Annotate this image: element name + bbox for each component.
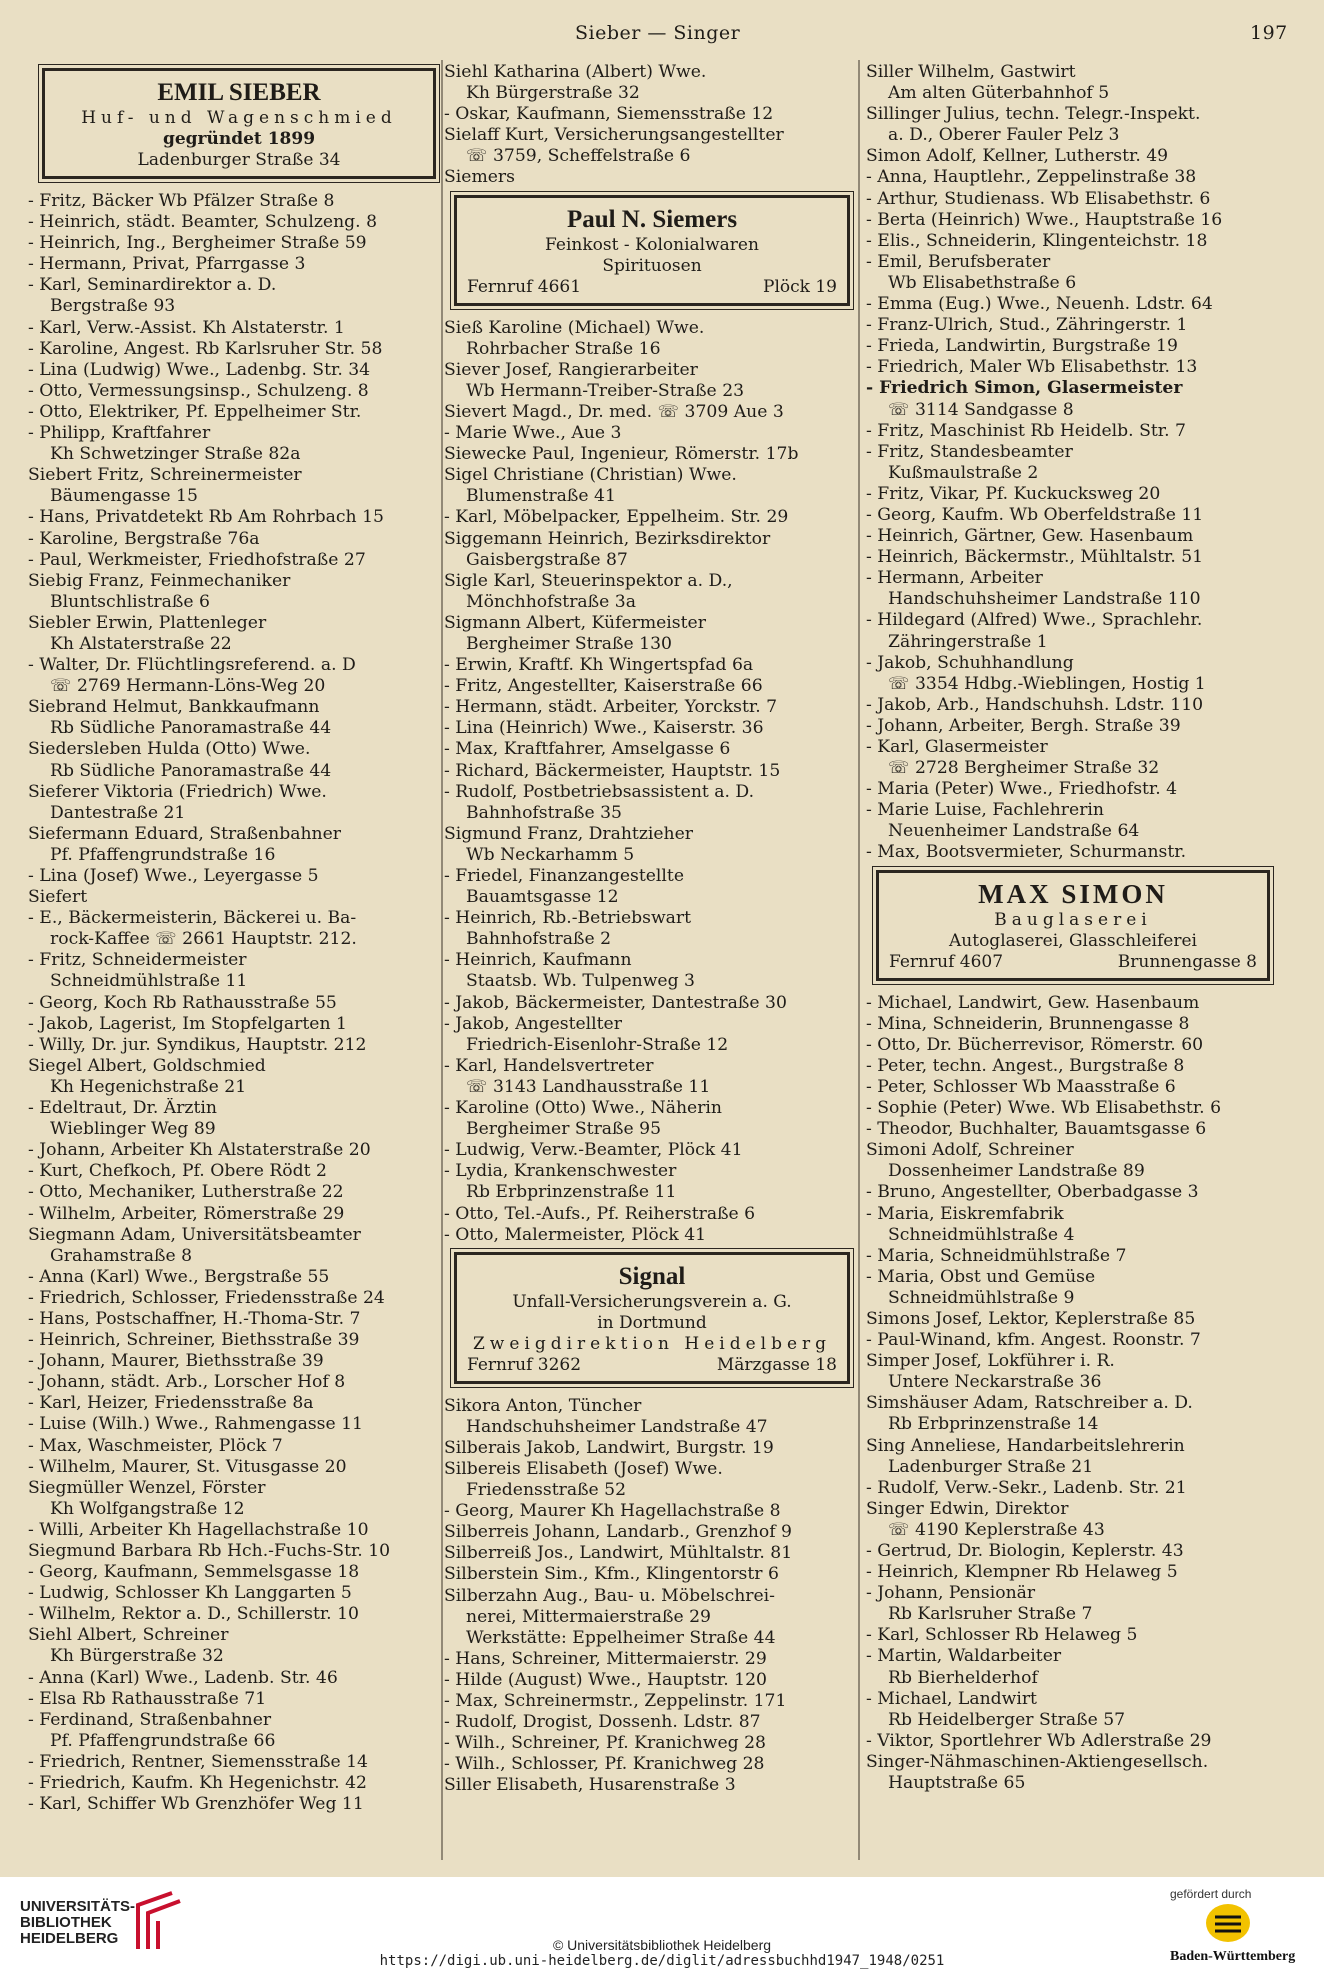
directory-entry: Silberzahn Aug., Bau- u. Möbelschrei- [444, 1585, 775, 1606]
directory-entry: - Elsa Rb Rathausstraße 71 [28, 1688, 267, 1709]
entry-list [444, 318, 854, 1246]
column-1 [28, 62, 440, 1815]
directory-entry: Simshäuser Adam, Ratschreiber a. D. [866, 1393, 1193, 1414]
directory-entry: Bäumengasse 15 [50, 486, 198, 507]
directory-entry: Rohrbacher Straße 16 [466, 338, 661, 359]
directory-entry: - Walter, Dr. Flüchtlingsreferend. a. D [28, 655, 356, 676]
directory-entry: Rb Erbprinzenstraße 14 [888, 1414, 1099, 1435]
directory-entry: Sieferer Viktoria (Friedrich) Wwe. [28, 781, 327, 802]
directory-entry: nerei, Mittermaierstraße 29 [466, 1606, 711, 1627]
directory-entry: Bergheimer Straße 130 [466, 633, 672, 654]
directory-entry: Siller Wilhelm, Gastwirt [866, 62, 1076, 82]
directory-entry: Rb Südliche Panoramastraße 44 [50, 718, 332, 739]
directory-entry: - Heinrich, städt. Beamter, Schulzeng. 8 [28, 212, 378, 233]
advert-trade: Huf- und Wagenschmied [81, 108, 397, 128]
directory-entry: Bauamtsgasse 12 [466, 887, 619, 908]
directory-entry: Friedrich-Eisenlohr-Straße 12 [466, 1034, 729, 1055]
directory-entry: Handschuhsheimer Landstraße 110 [888, 589, 1201, 610]
advert-address: Plöck 19 [763, 276, 837, 297]
directory-entry: Kh Schwetzinger Straße 82a [50, 444, 301, 465]
advert-line: Unfall-Versicherungsverein a. G. [512, 1291, 792, 1312]
advert-address: Ladenburger Straße 34 [137, 150, 341, 170]
directory-entry: - Philipp, Kraftfahrer [28, 423, 211, 444]
directory-entry: Siller Elisabeth, Husarenstraße 3 [444, 1775, 736, 1796]
running-header: Sieber — Singer [575, 22, 741, 44]
directory-entry: Simon Adolf, Kellner, Lutherstr. 49 [866, 146, 1169, 167]
directory-entry: - Karoline (Otto) Wwe., Näherin [444, 1098, 722, 1119]
directory-entry: - Jakob, Bäckermeister, Dantestraße 30 [444, 992, 787, 1013]
directory-entry: Silberstein Sim., Kfm., Klingentorstr 6 [444, 1564, 779, 1585]
advert-line: Zweigdirektion Heidelberg [472, 1333, 832, 1354]
directory-entry: - E., Bäckermeisterin, Bäckerei u. Ba- [28, 908, 357, 929]
directory-entry: - Heinrich, Bäckermstr., Mühltalstr. 51 [866, 547, 1204, 568]
directory-entry: - Jakob, Angestellter [444, 1013, 622, 1034]
directory-entry: Schneidmühlstraße 11 [50, 971, 248, 992]
directory-entry: - Hermann, städt. Arbeiter, Yorckstr. 7 [444, 697, 778, 718]
library-name-line: HEIDELBERG [20, 1930, 119, 1947]
directory-entry: - Karl, Heizer, Friedensstraße 8a [28, 1393, 314, 1414]
copyright-notice: © Universitätsbibliothek Heidelberg [552, 1937, 772, 1953]
directory-entry: Am alten Güterbahnhof 5 [888, 83, 1110, 104]
directory-entry: - Heinrich, Gärtner, Gew. Hasenbaum [866, 526, 1194, 547]
directory-entry: ☏ 3354 Hdbg.-Wieblingen, Hostig 1 [888, 673, 1206, 694]
directory-entry: - Ferdinand, Straßenbahner [28, 1709, 272, 1730]
directory-entry: Bahnhofstraße 35 [466, 802, 622, 823]
directory-entry: - Willi, Arbeiter Kh Hagellachstraße 10 [28, 1519, 369, 1540]
directory-entry: ☏ 2728 Bergheimer Straße 32 [888, 758, 1160, 779]
directory-entry: - Edeltraut, Dr. Ärztin [28, 1098, 217, 1119]
directory-entry: Silberais Jakob, Landwirt, Burgstr. 19 [444, 1437, 774, 1458]
directory-entry: Siegmund Barbara Rb Hch.-Fuchs-Str. 10 [28, 1541, 391, 1561]
directory-entry: - Paul-Winand, kfm. Angest. Roonstr. 7 [866, 1330, 1201, 1351]
directory-entry: Siewecke Paul, Ingenieur, Römerstr. 17b [444, 444, 799, 465]
directory-entry: - Wilhelm, Maurer, St. Vitusgasse 20 [28, 1456, 347, 1477]
directory-entry: - Hans, Schreiner, Mittermaierstr. 29 [444, 1648, 767, 1669]
directory-entry: a. D., Oberer Fauler Pelz 3 [888, 125, 1120, 146]
directory-entry: - Maria, Obst und Gemüse [866, 1266, 1096, 1287]
directory-entry: - Michael, Landwirt [866, 1688, 1037, 1709]
directory-entry: - Elis., Schneiderin, Klingenteichstr. 18 [866, 230, 1208, 251]
directory-entry: - Jakob, Arb., Handschuhsh. Ldstr. 110 [866, 694, 1204, 715]
permalink[interactable]: https://digi.ub.uni-heidelberg.de/diglit/adressbuchhd1947_1948/0251 [379, 1953, 945, 1969]
directory-entry: Silbereis Elisabeth (Josef) Wwe. [444, 1458, 723, 1479]
library-name-line: BIBLIOTHEK [20, 1914, 112, 1931]
directory-entry: - Viktor, Sportlehrer Wb Adlerstraße 29 [866, 1730, 1212, 1751]
directory-entry: - Anna (Karl) Wwe., Bergstraße 55 [28, 1266, 330, 1287]
directory-entry: - Gertrud, Dr. Biologin, Keplerstr. 43 [866, 1541, 1184, 1561]
directory-entry: Handschuhsheimer Landstraße 47 [466, 1416, 768, 1437]
advert-line: in Dortmund [597, 1312, 707, 1333]
directory-entry: Siegmüller Wenzel, Förster [28, 1477, 266, 1498]
advert-max-simon [876, 870, 1270, 981]
directory-entry: - Hilde (August) Wwe., Hauptstr. 120 [444, 1669, 767, 1690]
directory-entry: - Friedrich, Maler Wb Elisabethstr. 13 [866, 357, 1198, 378]
directory-entry: - Wilhelm, Rektor a. D., Schillerstr. 10 [28, 1604, 359, 1625]
directory-entry: - Berta (Heinrich) Wwe., Hauptstraße 16 [866, 209, 1223, 230]
directory-entry: Siebrand Helmut, Bankkaufmann [28, 697, 320, 718]
page-number: 197 [1250, 22, 1288, 44]
directory-entry: - Heinrich, Rb.-Betriebswart [444, 908, 692, 929]
directory-entry: Bergstraße 93 [50, 296, 176, 317]
directory-entry: - Max, Schreinermstr., Zeppelinstr. 171 [444, 1691, 787, 1711]
directory-entry: - Heinrich, Kaufmann [444, 950, 632, 971]
directory-entry: - Ludwig, Schlosser Kh Langgarten 5 [28, 1583, 352, 1604]
directory-entry: - Karl, Glasermeister [866, 737, 1048, 757]
funded-by-label: gefördert durch [1170, 1887, 1252, 1901]
directory-entry: - Karl, Schiffer Wb Grenzhöfer Weg 11 [28, 1794, 364, 1815]
funder-name: Baden-Württemberg [1170, 1949, 1296, 1964]
directory-entry: Sieß Karoline (Michael) Wwe. [444, 317, 705, 338]
directory-entry: Siehl Katharina (Albert) Wwe. [444, 62, 707, 82]
directory-entry: Staatsb. Wb. Tulpenweg 3 [466, 971, 695, 992]
directory-entry: Ladenburger Straße 21 [888, 1456, 1094, 1477]
directory-entry: - Otto, Elektriker, Pf. Eppelheimer Str. [28, 401, 362, 422]
directory-entry: Wb Elisabethstraße 6 [888, 272, 1077, 293]
entry-list [866, 62, 1274, 864]
directory-entry: - Sophie (Peter) Wwe. Wb Elisabethstr. 6 [866, 1098, 1222, 1119]
state-coat-of-arms-icon [1205, 1903, 1251, 1943]
advert-phone: Fernruf 4607 [889, 951, 1004, 972]
directory-entry: Neuenheimer Landstraße 64 [888, 821, 1140, 842]
directory-entry: Zähringerstraße 1 [888, 631, 1048, 652]
directory-entry: Kh Hegenichstraße 21 [50, 1076, 247, 1097]
advert-line: Spirituosen [602, 255, 702, 276]
column-divider [441, 60, 443, 1860]
directory-entry: - Willy, Dr. jur. Syndikus, Hauptstr. 212 [28, 1034, 367, 1055]
directory-entry: Kh Alstaterstraße 22 [50, 633, 232, 654]
directory-entry: Sillinger Julius, techn. Telegr.-Inspekt. [866, 104, 1201, 125]
advert-phone: Fernruf 3262 [467, 1354, 582, 1375]
directory-entry: - Emil, Berufsberater [866, 251, 1051, 272]
directory-entry: Siehl Albert, Schreiner [28, 1625, 229, 1646]
entry-list [444, 1396, 854, 1797]
directory-entry: - Friedrich, Schlosser, Friedensstraße 24 [28, 1287, 385, 1308]
directory-entry: Siebig Franz, Feinmechaniker [28, 570, 291, 591]
advert-address: Brunnengasse 8 [1117, 951, 1257, 972]
directory-entry: - Fritz, Angestellter, Kaiserstraße 66 [444, 676, 763, 697]
directory-entry: - Anna, Hauptlehr., Zeppelinstraße 38 [866, 167, 1197, 188]
directory-entry: - Georg, Maurer Kh Hagellachstraße 8 [444, 1501, 781, 1522]
directory-entry: - Johann, Arbeiter Kh Alstaterstraße 20 [28, 1140, 371, 1161]
directory-entry: - Friedrich, Kaufm. Kh Hegenichstr. 42 [28, 1773, 367, 1794]
directory-entry: - Emma (Eug.) Wwe., Neuenh. Ldstr. 64 [866, 294, 1213, 315]
advert-line: Feinkost - Kolonialwaren [545, 234, 759, 255]
directory-entry: Pf. Pfaffengrundstraße 66 [50, 1730, 276, 1751]
directory-entry: Untere Neckarstraße 36 [888, 1372, 1102, 1393]
directory-entry: Pf. Pfaffengrundstraße 16 [50, 844, 276, 865]
directory-entry: - Otto, Mechaniker, Lutherstraße 22 [28, 1182, 344, 1203]
directory-entry: - Johann, Maurer, Biethsstraße 39 [28, 1351, 324, 1372]
directory-entry: Siedersleben Hulda (Otto) Wwe. [28, 739, 311, 760]
directory-entry: - Heinrich, Klempner Rb Helaweg 5 [866, 1562, 1178, 1583]
directory-entry: Silberreiß Jos., Landwirt, Mühltalstr. 81 [444, 1543, 793, 1564]
directory-entry: - Marie Wwe., Aue 3 [444, 423, 622, 444]
entry-list [28, 191, 440, 1815]
directory-entry: Rb Erbprinzenstraße 11 [466, 1182, 677, 1203]
directory-entry: ☏ 3143 Landhausstraße 11 [466, 1076, 711, 1097]
directory-entry: Sigel Christiane (Christian) Wwe. [444, 465, 737, 486]
directory-entry: - Otto, Malermeister, Plöck 41 [444, 1224, 707, 1245]
directory-entry: - Rudolf, Verw.-Sekr., Ladenb. Str. 21 [866, 1477, 1187, 1498]
directory-entry: Siefert [28, 887, 88, 908]
advert-name: Signal [618, 1262, 686, 1290]
directory-entry: Simons Josef, Lektor, Keplerstraße 85 [866, 1308, 1196, 1329]
directory-entry: Kh Bürgerstraße 32 [466, 83, 640, 104]
directory-entry: - Karl, Verw.-Assist. Kh Alstaterstr. 1 [28, 317, 345, 338]
directory-entry: Werkstätte: Eppelheimer Straße 44 [466, 1627, 776, 1648]
directory-entry: - Frieda, Landwirtin, Burgstraße 19 [866, 336, 1178, 357]
directory-entry: Rb Heidelberger Straße 57 [888, 1709, 1126, 1730]
directory-entry: - Fritz, Schneidermeister [28, 950, 247, 971]
directory-entry: Sielaff Kurt, Versicherungsangestellter [444, 125, 784, 146]
directory-entry: - Max, Waschmeister, Plöck 7 [28, 1435, 283, 1456]
column-2 [444, 62, 854, 1796]
directory-entry: - Heinrich, Schreiner, Biethsstraße 39 [28, 1330, 360, 1351]
directory-entry: - Hermann, Arbeiter [866, 568, 1043, 589]
directory-entry: Rb Bierhelderhof [888, 1667, 1038, 1688]
directory-entry: - Lina (Ludwig) Wwe., Ladenbg. Str. 34 [28, 359, 371, 380]
directory-entry: Simper Josef, Lokführer i. R. [866, 1351, 1115, 1372]
directory-entry: Wb Hermann-Treiber-Straße 23 [466, 380, 745, 401]
directory-entry: - Hildegard (Alfred) Wwe., Sprachlehr. [866, 610, 1203, 631]
entry-list [444, 62, 854, 189]
directory-entry: - Jakob, Schuhhandlung [866, 652, 1074, 673]
directory-entry: - Otto, Vermessungsinsp., Schulzeng. 8 [28, 380, 369, 401]
directory-entry: Kh Bürgerstraße 32 [50, 1646, 224, 1667]
directory-entry: - Martin, Waldarbeiter [866, 1646, 1062, 1667]
directory-entry: Siebler Erwin, Plattenleger [28, 612, 267, 633]
directory-entry: Blumenstraße 41 [466, 486, 616, 507]
directory-entry: - Fritz, Maschinist Rb Heidelb. Str. 7 [866, 420, 1186, 441]
directory-entry: Siebert Fritz, Schreinermeister [28, 465, 302, 486]
directory-entry: Siever Josef, Rangierarbeiter [444, 359, 698, 380]
advert-emil-sieber [42, 68, 436, 179]
viewer-footer [0, 1877, 1324, 1971]
directory-entry: - Karoline, Angest. Rb Karlsruher Str. 58 [28, 338, 383, 359]
directory-entry: - Friedrich, Rentner, Siemensstraße 14 [28, 1751, 368, 1772]
advert-name: Paul N. Siemers [566, 205, 738, 233]
directory-entry: - Richard, Bäckermeister, Hauptstr. 15 [444, 760, 781, 781]
directory-entry: - Hermann, Privat, Pfarrgasse 3 [28, 254, 306, 275]
directory-entry: Sing Anneliese, Handarbeitslehrerin [866, 1435, 1185, 1456]
directory-entry: - Lina (Heinrich) Wwe., Kaiserstr. 36 [444, 718, 764, 739]
directory-entry: - Luise (Wilh.) Wwe., Rahmengasse 11 [28, 1414, 363, 1435]
directory-entry: - Erwin, Kraftf. Kh Wingertspfad 6a [444, 655, 754, 676]
directory-entry: Siemers [444, 167, 515, 188]
directory-entry: Silberreis Johann, Landarb., Grenzhof 9 [444, 1522, 792, 1543]
directory-entry: - Karoline, Bergstraße 76a [28, 528, 260, 549]
directory-entry: - Johann, Arbeiter, Bergh. Straße 39 [866, 715, 1181, 736]
directory-entry: Wb Neckarhamm 5 [466, 844, 635, 865]
directory-entry: Siegmann Adam, Universitätsbeamter [28, 1224, 361, 1245]
directory-entry: Hauptstraße 65 [888, 1773, 1026, 1794]
directory-entry: - Mina, Schneiderin, Brunnengasse 8 [866, 1013, 1190, 1034]
column-divider [858, 60, 860, 1860]
directory-entry: Gaisbergstraße 87 [466, 549, 628, 570]
directory-entry: Sievert Magd., Dr. med. ☏ 3709 Aue 3 [444, 401, 784, 422]
advert-founded: gegründet 1899 [162, 129, 316, 149]
directory-entry: Kh Wolfgangstraße 12 [50, 1498, 245, 1519]
directory-entry: - Wilhelm, Arbeiter, Römerstraße 29 [28, 1203, 345, 1224]
directory-entry: Sigle Karl, Steuerinspektor a. D., [444, 570, 733, 591]
directory-entry: Friedensstraße 52 [466, 1480, 627, 1501]
directory-entry: Simoni Adolf, Schreiner [866, 1140, 1074, 1161]
directory-entry: Rb Südliche Panoramastraße 44 [50, 760, 332, 781]
directory-entry: Bahnhofstraße 2 [466, 929, 612, 950]
directory-entry: Siegel Albert, Goldschmied [28, 1055, 266, 1076]
directory-entry: - Paul, Werkmeister, Friedhofstraße 27 [28, 549, 366, 570]
directory-entry: - Fritz, Standesbeamter [866, 441, 1073, 462]
directory-entry: - Fritz, Bäcker Wb Pfälzer Straße 8 [28, 191, 335, 211]
advert-line: Autoglaserei, Glasschleiferei [949, 930, 1197, 951]
directory-entry: ☏ 3114 Sandgasse 8 [888, 399, 1074, 420]
advert-name: EMIL SIEBER [157, 79, 321, 106]
directory-entry: Grahamstraße 8 [50, 1245, 193, 1266]
directory-entry: Siefermann Eduard, Straßenbahner [28, 823, 341, 844]
directory-entry: - Johann, städt. Arb., Lorscher Hof 8 [28, 1372, 346, 1393]
directory-entry: Kußmaulstraße 2 [888, 462, 1039, 483]
directory-entry: Bluntschlistraße 6 [50, 591, 210, 612]
directory-entry: - Jakob, Lagerist, Im Stopfelgarten 1 [28, 1013, 347, 1034]
directory-entry: - Wilh., Schlosser, Pf. Kranichweg 28 [444, 1754, 765, 1775]
directory-entry: - Otto, Tel.-Aufs., Pf. Reiherstraße 6 [444, 1203, 756, 1224]
directory-entry: Sigmund Franz, Drahtzieher [444, 823, 694, 844]
directory-entry: - Marie Luise, Fachlehrerin [866, 800, 1104, 821]
directory-entry: Wieblinger Weg 89 [50, 1119, 216, 1140]
directory-entry: - Hans, Postschaffner, H.-Thoma-Str. 7 [28, 1308, 361, 1329]
directory-entry: Siggemann Heinrich, Bezirksdirektor [444, 528, 771, 549]
directory-entry: ☏ 3759, Scheffelstraße 6 [466, 146, 691, 167]
directory-entry: - Maria (Peter) Wwe., Friedhofstr. 4 [866, 779, 1178, 800]
directory-entry: Dossenheimer Landstraße 89 [888, 1161, 1145, 1182]
directory-entry: - Bruno, Angestellter, Oberbadgasse 3 [866, 1182, 1199, 1203]
directory-entry: ☏ 2769 Hermann-Löns-Weg 20 [50, 676, 326, 697]
directory-entry: - Georg, Kaufmann, Semmelsgasse 18 [28, 1562, 360, 1583]
advert-phone: Fernruf 4661 [467, 276, 582, 297]
advert-line: Bauglaserei [994, 909, 1152, 930]
directory-entry: - Anna (Karl) Wwe., Ladenb. Str. 46 [28, 1667, 338, 1688]
directory-entry: - Friedel, Finanzangestellte [444, 866, 685, 886]
directory-entry: Singer Edwin, Direktor [866, 1498, 1069, 1519]
directory-entry: - Maria, Schneidmühlstraße 7 [866, 1245, 1127, 1266]
directory-entry: - Theodor, Buchhalter, Bauamtsgasse 6 [866, 1119, 1207, 1140]
directory-entry: - Maria, Eiskremfabrik [866, 1203, 1064, 1224]
advert-signal [454, 1252, 850, 1384]
directory-entry: ☏ 4190 Keplerstraße 43 [888, 1519, 1105, 1540]
directory-entry: - Karl, Möbelpacker, Eppelheim. Str. 29 [444, 507, 789, 528]
directory-entry: Dantestraße 21 [50, 802, 186, 823]
directory-entry: - Wilh., Schreiner, Pf. Kranichweg 28 [444, 1733, 766, 1754]
directory-entry: - Fritz, Vikar, Pf. Kuckucksweg 20 [866, 483, 1161, 504]
directory-entry: - Georg, Koch Rb Rathausstraße 55 [28, 992, 337, 1013]
entry-list [866, 993, 1274, 1795]
directory-entry: Bergheimer Straße 95 [466, 1119, 662, 1140]
directory-entry: - Rudolf, Postbetriebsassistent a. D. [444, 781, 755, 802]
directory-entry: - Max, Bootsvermieter, Schurmanstr. [866, 842, 1187, 863]
directory-entry: Rb Karlsruher Straße 7 [888, 1604, 1093, 1625]
directory-entry: - Oskar, Kaufmann, Siemensstraße 12 [444, 104, 774, 125]
directory-entry: Sikora Anton, Tüncher [444, 1395, 642, 1416]
directory-entry: Schneidmühlstraße 9 [888, 1287, 1075, 1308]
directory-entry: - Rudolf, Drogist, Dossenh. Ldstr. 87 [444, 1712, 761, 1733]
directory-entry: - Johann, Pensionär [866, 1583, 1036, 1604]
directory-entry: - Max, Kraftfahrer, Amselgasse 6 [444, 739, 731, 760]
directory-entry: - Peter, techn. Angest., Burgstraße 8 [866, 1055, 1185, 1076]
directory-entry: - Kurt, Chefkoch, Pf. Obere Rödt 2 [28, 1161, 327, 1182]
advert-paul-siemers [454, 195, 850, 306]
directory-entry: - Franz-Ulrich, Stud., Zähringerstr. 1 [866, 315, 1188, 336]
directory-entry: - Michael, Landwirt, Gew. Hasenbaum [866, 992, 1200, 1013]
advert-name: MAX SIMON [978, 878, 1168, 909]
library-name-line: UNIVERSITÄTS- [20, 1898, 136, 1915]
directory-entry: - Heinrich, Ing., Bergheimer Straße 59 [28, 233, 367, 254]
directory-entry: - Peter, Schlosser Wb Maasstraße 6 [866, 1076, 1176, 1097]
directory-entry: - Karl, Handelsvertreter [444, 1055, 654, 1076]
directory-entry: - Hans, Privatdetekt Rb Am Rohrbach 15 [28, 507, 384, 528]
directory-entry: - Karl, Seminardirektor a. D. [28, 275, 277, 296]
directory-entry: - Arthur, Studienass. Wb Elisabethstr. 6 [866, 188, 1211, 209]
directory-entry: - Georg, Kaufm. Wb Oberfeldstraße 11 [866, 504, 1204, 525]
directory-entry: - Ludwig, Verw.-Beamter, Plöck 41 [444, 1140, 743, 1161]
directory-entry: Schneidmühlstraße 4 [888, 1224, 1075, 1245]
advert-address: Märzgasse 18 [716, 1354, 837, 1375]
directory-entry: - Otto, Dr. Bücherrevisor, Römerstr. 60 [866, 1034, 1204, 1055]
directory-entry: rock-Kaffee ☏ 2661 Hauptstr. 212. [50, 929, 357, 950]
column-3 [866, 62, 1274, 1794]
directory-entry: Mönchhofstraße 3a [466, 591, 636, 612]
directory-entry: - Friedrich Simon, Glasermeister [866, 378, 1183, 399]
directory-entry: - Karl, Schlosser Rb Helaweg 5 [866, 1625, 1138, 1646]
directory-entry: Singer-Nähmaschinen-Aktiengesellsch. [866, 1751, 1209, 1772]
directory-entry: - Lina (Josef) Wwe., Leyergasse 5 [28, 866, 319, 886]
directory-entry: - Lydia, Krankenschwester [444, 1161, 677, 1182]
directory-entry: Sigmann Albert, Küfermeister [444, 612, 706, 633]
